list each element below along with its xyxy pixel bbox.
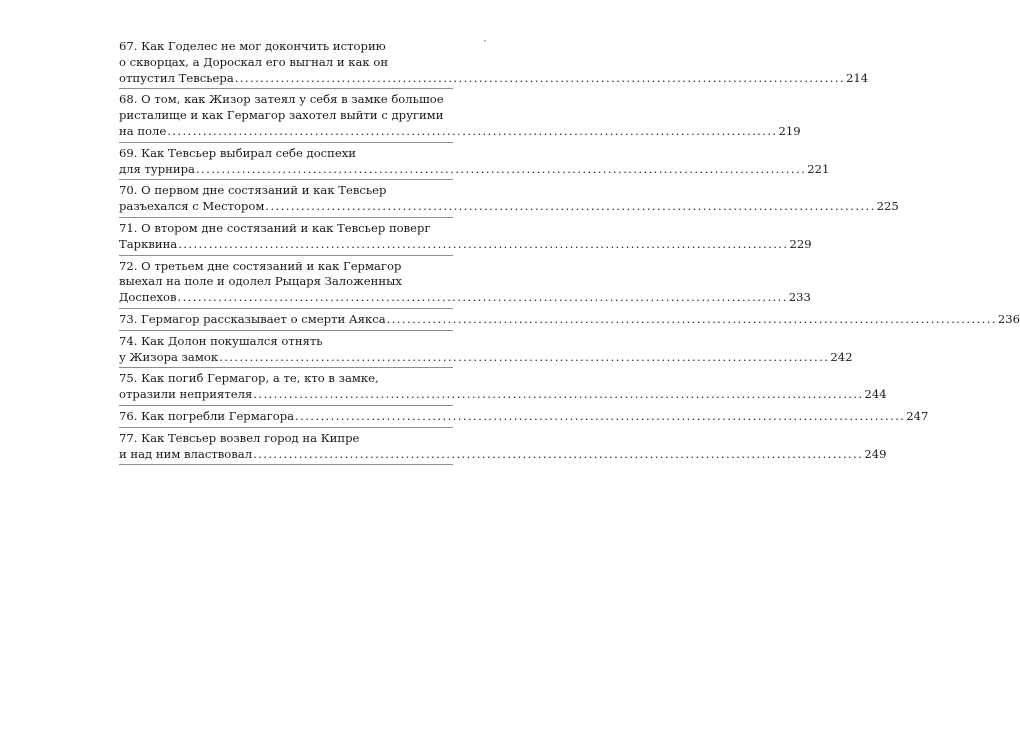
dot-leader: ........................................................................................................................ <box>386 311 997 326</box>
toc-entry-last-line <box>119 387 887 403</box>
toc-entry-text: 73. Гермагор рассказывает о смерти Аякса <box>119 311 386 326</box>
dot-leader: ........................................................................................................................ <box>253 387 864 402</box>
dot-leader: ........................................................................................................................ <box>295 408 906 423</box>
toc-entry-text: отпустил Тевсьера <box>119 70 234 85</box>
toc-entry-last-line <box>119 290 811 306</box>
toc-entry-last-line <box>119 236 812 253</box>
toc-entry-last-line <box>119 349 853 366</box>
toc-entry-text: 76. Как погребли Гермагора <box>119 408 295 423</box>
toc-entry[interactable] <box>119 371 887 406</box>
dot-leader: ........................................................................................................................ <box>265 199 876 214</box>
dot-leader: ........................................................................................................................ <box>178 236 789 251</box>
page-number: 221 <box>807 161 830 176</box>
toc-entry-line: о скворцах, а Дороскал его выгнал и как он <box>119 54 389 69</box>
toc-entry-line: 75. Как погиб Гермагор, а те, кто в замке, <box>119 371 379 386</box>
toc-entry-last-line <box>119 311 1020 328</box>
corner-mark <box>484 40 486 42</box>
dot-leader: ........................................................................................................................ <box>219 349 830 364</box>
page-number: 247 <box>906 408 929 423</box>
toc-entry-line: 67. Как Годелес не мог докончить историю <box>119 39 386 53</box>
page-number: 229 <box>789 236 812 251</box>
dot-leader: ........................................................................................................................ <box>253 446 864 461</box>
toc-entry-text: Доспехов <box>119 290 177 305</box>
dot-leader: ........................................................................................................................ <box>177 290 788 305</box>
page-number: 244 <box>864 387 887 402</box>
toc-entry-line: ристалище и как Гермагор захотел выйти с другими <box>119 108 444 123</box>
toc-entry[interactable] <box>119 145 830 181</box>
page-number: 249 <box>864 446 887 461</box>
toc-entry-text: отразили неприятеля <box>119 387 253 402</box>
dot-leader: ........................................................................................................................ <box>167 123 778 138</box>
toc-entry-line: 70. О первом дне состязаний и как Тевсьер <box>119 183 387 198</box>
page-number: 225 <box>876 199 899 214</box>
page-number: 219 <box>778 123 801 138</box>
toc-entry-text: Тарквина <box>119 236 178 251</box>
page-number: 236 <box>997 311 1020 326</box>
page-number: 214 <box>846 70 869 85</box>
toc-entry-text: у Жизора замок <box>119 349 219 364</box>
toc-entry-text: и над ним властвовал <box>119 446 253 461</box>
page-number: 242 <box>830 349 853 364</box>
toc-entry-line: 71. О втором дне состязаний и как Тевсьер поверг <box>119 220 431 235</box>
toc-entry-line: 68. О том, как Жизор затеял у себя в замке большое <box>119 92 444 107</box>
toc-entry[interactable] <box>119 311 1020 331</box>
toc-entry[interactable] <box>119 183 899 218</box>
toc-entry-last-line <box>119 70 869 87</box>
toc-entry[interactable] <box>119 258 811 309</box>
toc-entry-last-line <box>119 408 929 425</box>
toc-entry-line: выехал на поле и одолел Рыцаря Заложенных <box>119 274 402 289</box>
toc-entry-last-line <box>119 199 899 215</box>
toc-entry[interactable] <box>119 92 801 142</box>
toc-entry[interactable] <box>119 220 812 256</box>
toc-entry-line: 74. Как Долон покушался отнять <box>119 333 323 348</box>
toc-entry-line: 77. Как Тевсьер возвел город на Кипре <box>119 430 360 445</box>
toc-entry[interactable] <box>119 333 853 369</box>
toc-entry-text: разъехался с Местором <box>119 199 265 214</box>
toc-entry[interactable] <box>119 39 869 89</box>
toc-entry-text: на поле <box>119 123 167 138</box>
toc-entry-line: 69. Как Тевсьер выбирал себе доспехи <box>119 145 357 160</box>
toc-entry-line: 72. О третьем дне состязаний и как Гермагор <box>119 258 402 273</box>
toc-entry-text: для турнира <box>119 161 195 176</box>
page-number: 233 <box>788 290 811 305</box>
toc-entry-last-line <box>119 161 830 178</box>
toc-entry[interactable] <box>119 408 929 428</box>
toc-entry-last-line <box>119 446 887 463</box>
dot-leader: ........................................................................................................................ <box>195 161 807 176</box>
toc-entry[interactable] <box>119 430 887 466</box>
toc-entry-last-line <box>119 123 801 140</box>
table-of-contents <box>119 39 1020 468</box>
dot-leader: ........................................................................................................................ <box>234 70 845 85</box>
